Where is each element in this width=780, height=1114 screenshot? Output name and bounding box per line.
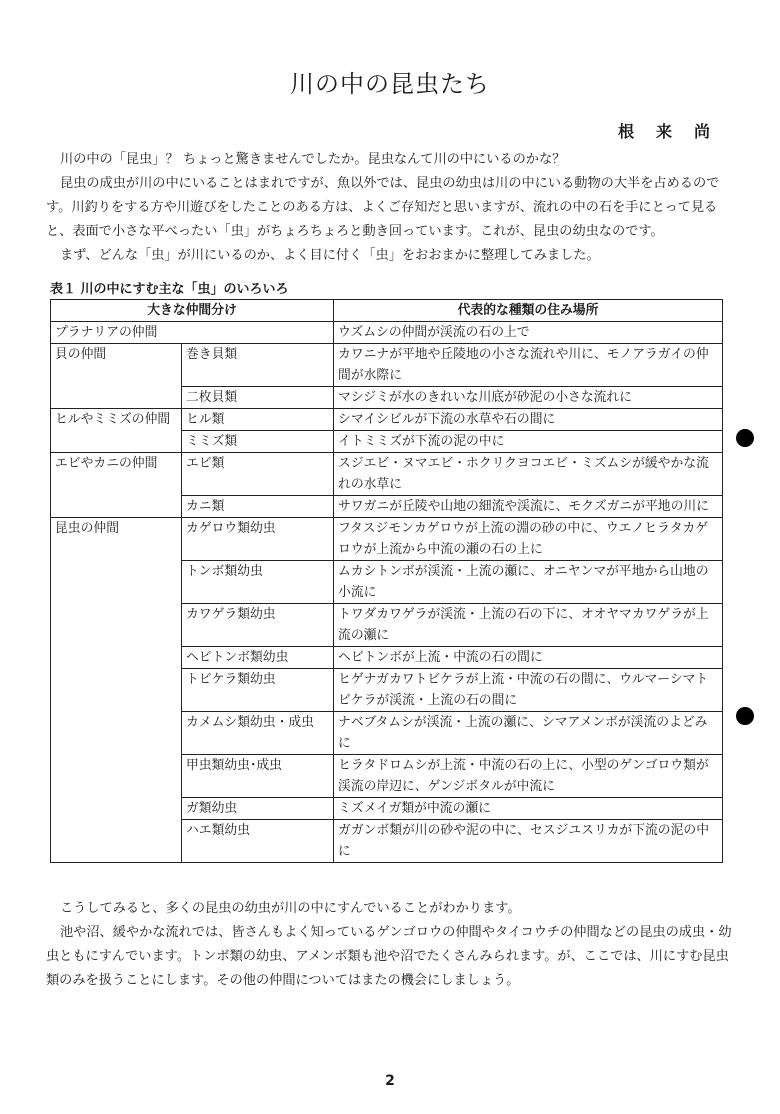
subgroup-cell: ミミズ類 (182, 431, 334, 453)
author-given: 尚 (694, 122, 711, 141)
table-header-row (51, 300, 723, 322)
group-cell: エビやカニの仲間 (51, 453, 182, 518)
subgroup-cell: ハエ類幼虫 (182, 820, 334, 863)
table-row (51, 409, 723, 431)
habitat-cell: スジエビ・ヌマエビ・ホクリクヨコエビ・ミズムシが緩やかな流れの水草に (334, 453, 723, 496)
subgroup-cell: ヘビトンボ類幼虫 (182, 647, 334, 669)
group-cell: 貝の仲間 (51, 344, 182, 409)
habitat-cell: フタスジモンカゲロウが上流の淵の砂の中に、ウエノヒラタカゲロウが上流から中流の瀬の石の上に (334, 518, 723, 561)
habitat-cell: ナベブタムシが渓流・上流の瀬に、シマアメンボが渓流のよどみに (334, 712, 723, 755)
page-number: 2 (385, 1073, 395, 1089)
subgroup-cell: カメムシ類幼虫・成虫 (182, 712, 334, 755)
outro-paragraph: 池や沼、緩やかな流れでは、皆さんもよく知っているゲンゴロウの仲間やタイコウチの仲間などの昆虫の成虫・幼虫ともにすんでいます。トンボ類の幼虫、アメンボ類も池や沼でたくさんみられます。が、ここでは、川にすむ昆虫類のみを扱うことにします。その他の仲間についてはまたの機会にしましょう。 (46, 925, 732, 988)
group-cell: プラナリアの仲間 (51, 322, 334, 344)
subgroup-cell: カゲロウ類幼虫 (182, 518, 334, 561)
table-row (51, 322, 723, 344)
habitat-cell: ヒラタドロムシが上流・中流の石の上に、小型のゲンゴロウ類が渓流の岸辺に、ゲンジボタルが中流に (334, 755, 723, 798)
habitat-cell: イトミミズが下流の泥の中に (334, 431, 723, 453)
habitat-cell: サワガニが丘陵や山地の細流や渓流に、モクズガニが平地の川に (334, 496, 723, 518)
subgroup-cell: ガ類幼虫 (182, 798, 334, 820)
subgroup-cell: トビケラ類幼虫 (182, 669, 334, 712)
group-cell: 昆虫の仲間 (51, 518, 182, 863)
binder-hole-icon (736, 707, 754, 725)
subgroup-cell: トンボ類幼虫 (182, 561, 334, 604)
habitat-cell: ミズメイガ類が中流の瀬に (334, 798, 723, 820)
habitat-cell: ガガンボ類が川の砂や泥の中に、セスジユスリカが下流の泥の中に (334, 820, 723, 863)
subgroup-cell: 巻き貝類 (182, 344, 334, 387)
subgroup-cell: 二枚貝類 (182, 387, 334, 409)
habitat-cell: ヘビトンボが上流・中流の石の間に (334, 647, 723, 669)
habitat-cell: ウズムシの仲間が渓流の石の上で (334, 322, 723, 344)
binder-hole-icon (736, 429, 754, 447)
outro-paragraph: こうしてみると、多くの昆虫の幼虫が川の中にすんでいることがわかります。 (60, 901, 521, 916)
table-row (51, 344, 723, 387)
habitat-cell: マシジミが水のきれいな川底が砂泥の小さな流れに (334, 387, 723, 409)
group-cell: ヒルやミミズの仲間 (51, 409, 182, 453)
page-title: 川の中の昆虫たち (290, 70, 490, 98)
intro-paragraph: 川の中の「昆虫」？ ちょっと驚きませんでしたか。昆虫なんて川の中にいるのかな？ (60, 152, 566, 167)
header-group: 大きな仲間分け (51, 300, 334, 322)
author-surname: 根来 (618, 122, 695, 141)
subgroup-cell: エビ類 (182, 453, 334, 496)
habitat-cell: ムカシトンボが渓流・上流の瀬に、オニヤンマが平地から山地の小流に (334, 561, 723, 604)
author-name (618, 119, 710, 142)
subgroup-cell: 甲虫類幼虫･成虫 (182, 755, 334, 798)
habitat-cell: カワニナが平地や丘陵地の小さな流れや川に、モノアラガイの仲間が水際に (334, 344, 723, 387)
habitat-cell: ヒゲナガカワトビケラが上流・中流の石の間に、ウルマーシマトビケラが渓流・上流の石の間に (334, 669, 723, 712)
subgroup-cell: カワゲラ類幼虫 (182, 604, 334, 647)
table-caption: 表１ 川の中にすむ主な「虫」のいろいろ (50, 282, 289, 297)
intro-paragraph: 昆虫の成虫が川の中にいることはまれですが、魚以外では、昆虫の幼虫は川の中にいる動物の大半を占めるのです。川釣りをする方や川遊びをしたことのある方は、よくご存知だと思いますが、流れの中の石を手にとって見ると、表面で小さな平べったい「虫」がちょろちょろと動き回っています。これが、昆虫の幼虫なのです。 (46, 176, 720, 239)
intro-paragraph: まず、どんな「虫」が川にいるのか、よく目に付く「虫」をおおまかに整理してみました。 (60, 248, 600, 263)
habitat-cell: トワダカワゲラが渓流・上流の石の下に、オオヤマカワゲラが上流の瀬に (334, 604, 723, 647)
outro-section (46, 897, 738, 993)
table-row (51, 453, 723, 496)
subgroup-cell: ヒル類 (182, 409, 334, 431)
header-habitat: 代表的な種類の住み場所 (334, 300, 723, 322)
subgroup-cell: カニ類 (182, 496, 334, 518)
intro-section (46, 148, 738, 268)
table-row (51, 518, 723, 561)
habitat-cell: シマイシビルが下流の水草や石の間に (334, 409, 723, 431)
insect-table (50, 299, 723, 863)
